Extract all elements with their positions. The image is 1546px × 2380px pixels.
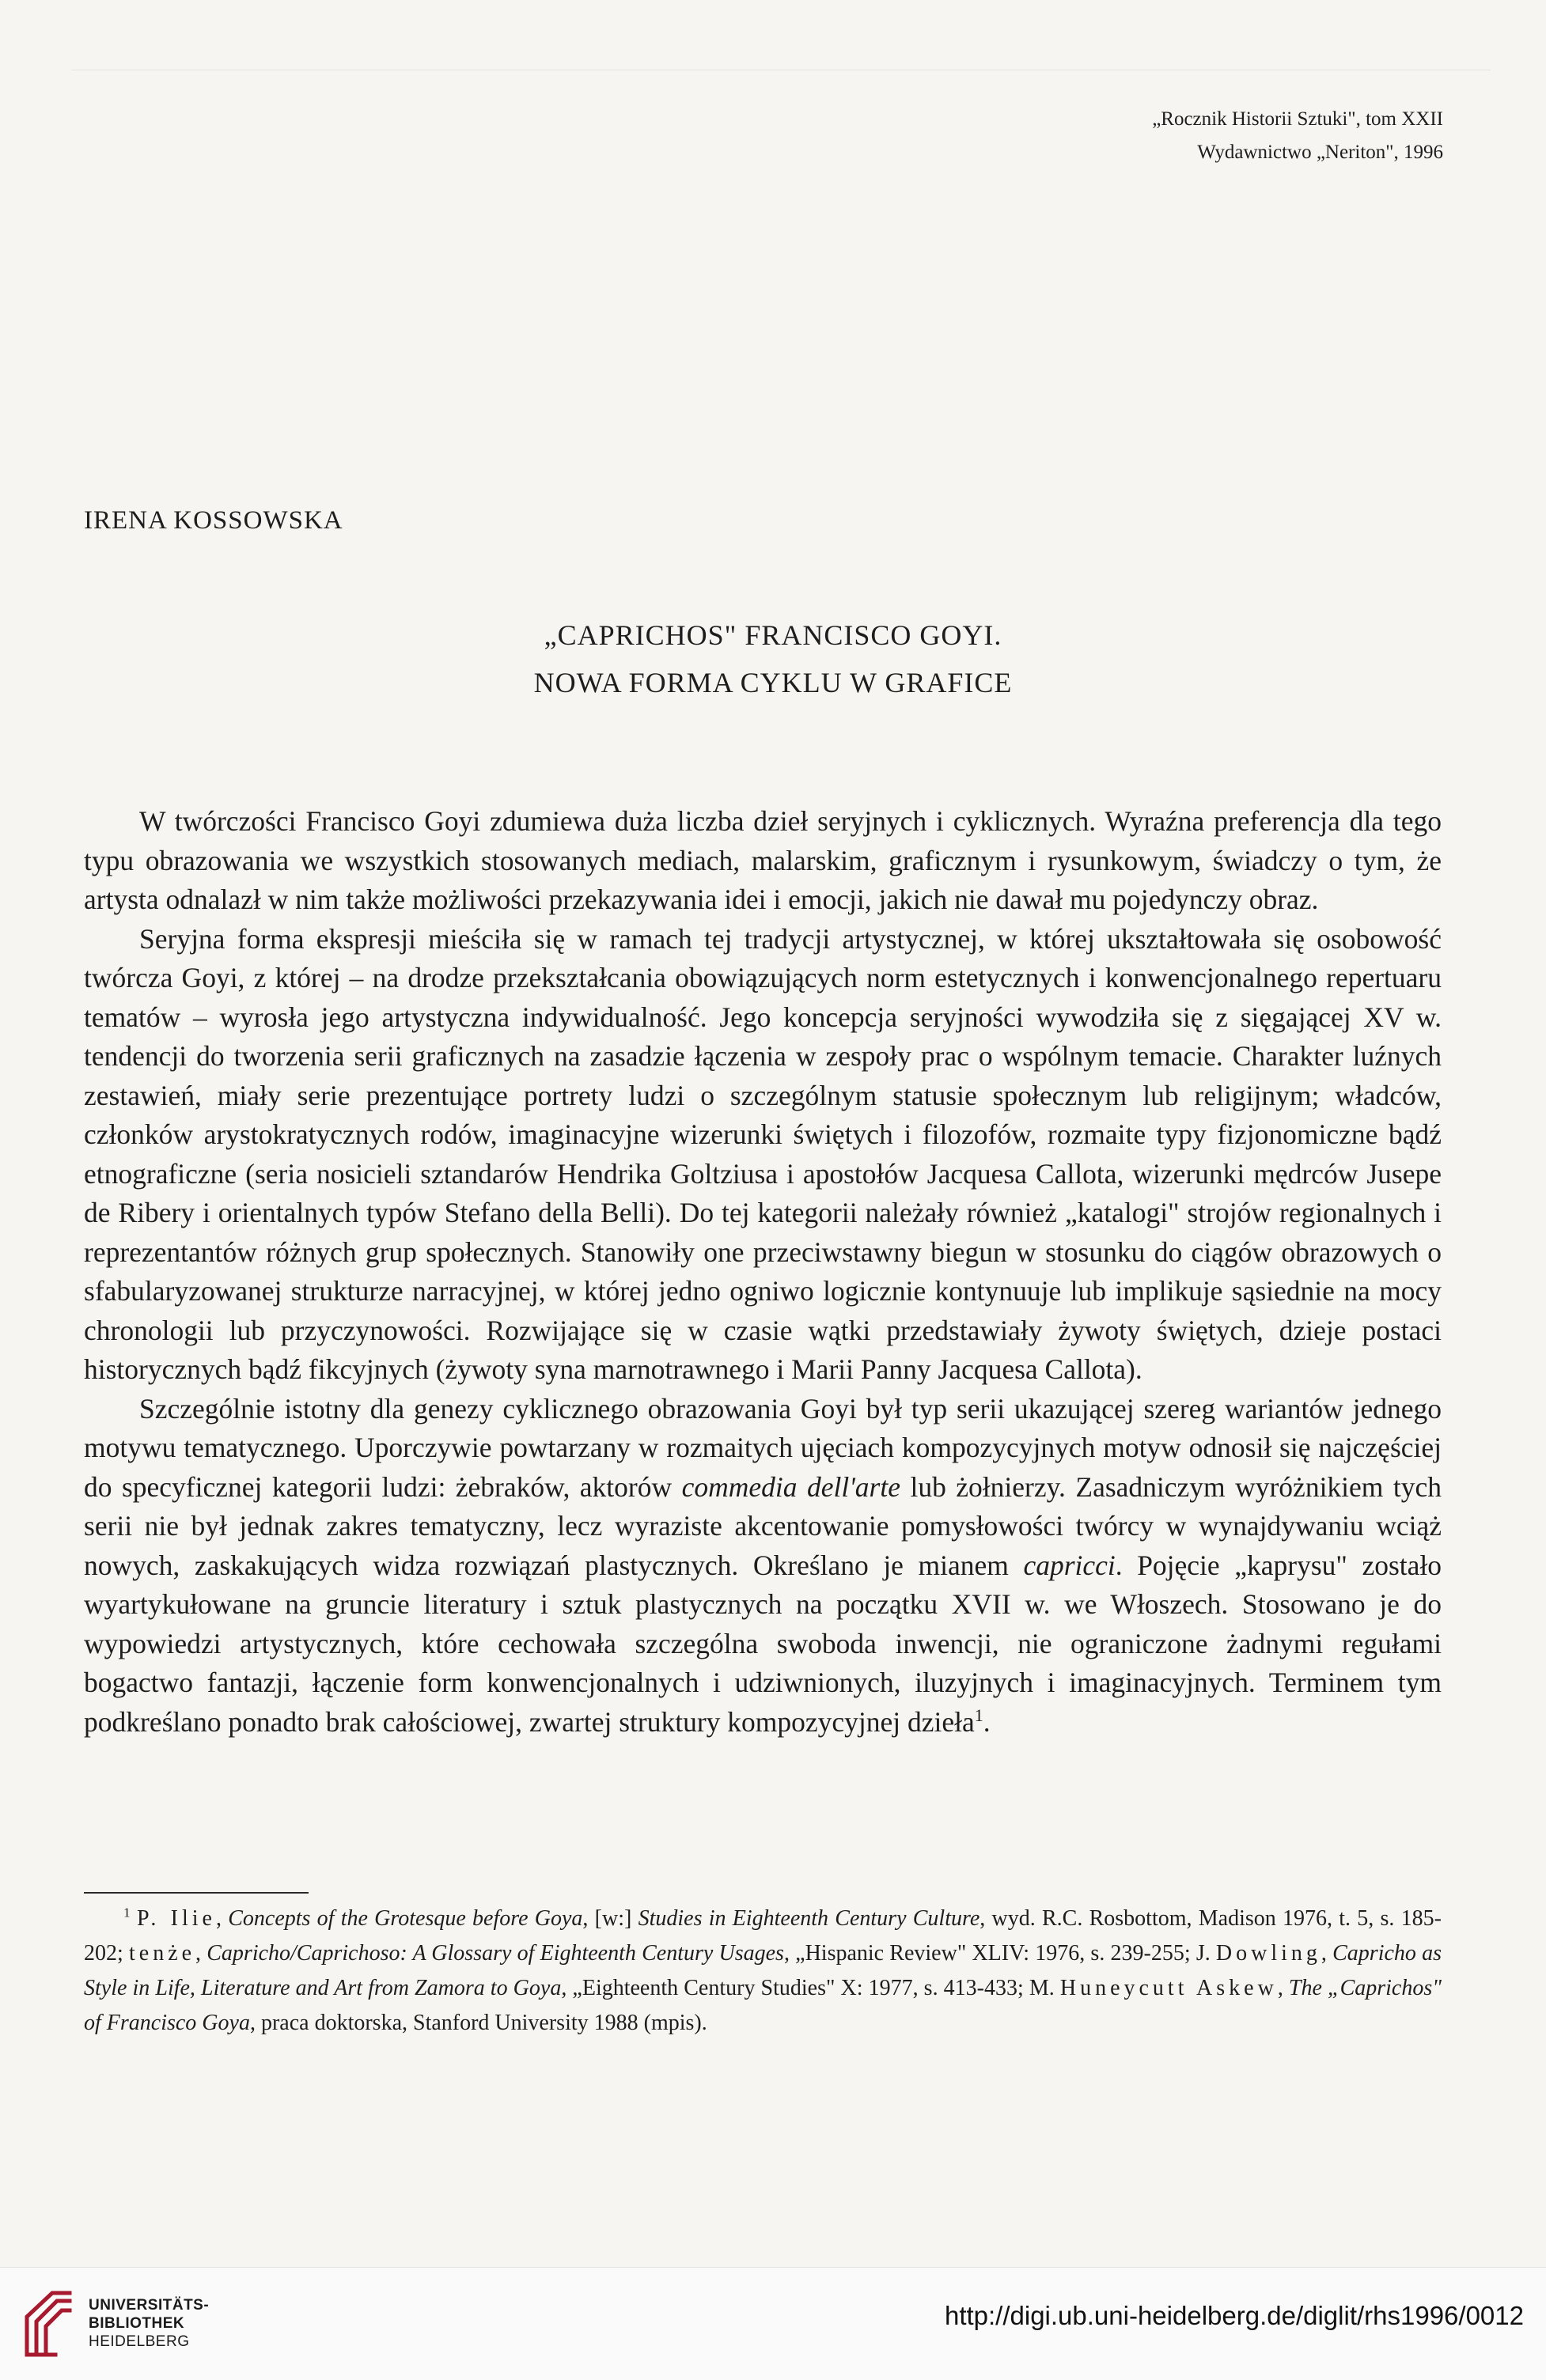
cited-author: tenże	[128, 1941, 196, 1966]
cited-title: Concepts of the Grotesque before Goya	[228, 1906, 583, 1931]
footnote-text: , wyd. R.C. Rosbottom, Madison 1976, t. 5, s. 185-202;	[84, 1906, 1442, 1966]
footnote-ref-1[interactable]: 1	[974, 1705, 983, 1725]
footnote-text: , [w:]	[582, 1906, 638, 1931]
footnote-text: ,	[1277, 1976, 1289, 2000]
paragraph-3-text: Szczególnie istotny dla genezy cyklicznego obrazowania Goyi był typ serii ukazującej szereg wariantów jednego motywu tematycznego. Uporczywie powtarzany w rozmaitych ujęciach kompozycyjnych motyw odnosił się najczęściej do specyficznej kategorii ludzi: żebraków, aktorów	[84, 1392, 1442, 1503]
library-name-line: BIBLIOTHEK	[89, 2315, 185, 2332]
paragraph-3	[84, 1390, 1442, 1742]
publisher: Wydawnictwo „Neriton", 1996	[1197, 142, 1443, 163]
digitization-footer	[0, 2267, 1546, 2380]
paragraph-3-text: .	[983, 1705, 991, 1738]
footnote-text: , praca doktorska, Stanford University 1988 (mpis).	[249, 2011, 707, 2035]
cited-title: Studies in Eighteenth Century Culture	[638, 1906, 980, 1931]
library-name	[89, 2296, 209, 2351]
italic-term: capricci	[1023, 1549, 1116, 1581]
italic-term: commedia dell'arte	[681, 1470, 900, 1503]
footnote-text: ,	[1321, 1941, 1333, 1966]
cited-title: Capricho/Caprichoso: A Glossary of Eighteenth Century Usages	[207, 1941, 784, 1966]
cited-title: The „Caprichos" of Francisco Goya	[84, 1976, 1442, 2035]
cited-author: Huneycutt Askew	[1059, 1976, 1278, 2000]
paragraph-3-text: lub żołnierzy. Zasadniczym wyróżnikiem tych serii nie był jednak zakres tematyczny, lecz wyraziste akcentowanie pomysłowości twórcy w wynajdywaniu wciąż nowych, zaskakujących widza rozwiązań plastycznych. Określano je mianem	[84, 1470, 1442, 1581]
footnote-divider	[84, 1892, 309, 1894]
footnote-text: ,	[215, 1906, 229, 1931]
journal-header	[1152, 103, 1443, 169]
article-body	[84, 802, 1442, 1742]
paragraph-3-text: . Pojęcie „kaprysu" zostało wyartykułowane na gruncie literatury i sztuk plastycznych na początku XVII w. we Włoszech. Stosowano je do wypowiedzi artystycznych, które cechowała szczególna swoboda inwencji, nie ograniczone żadnymi regułami bogactwo fantazji, łączenie form konwencjonalnych i udziwnionych, iluzyjnych i imaginacyjnych. Terminem tym podkreślano ponadto brak całościowej, zwartej struktury kompozycyjnej dzieła	[84, 1549, 1442, 1738]
cited-title: Capricho as Style in Life, Literature and Art from Zamora to Goya	[84, 1941, 1442, 2000]
article-title-line1: „CAPRICHOS" FRANCISCO GOYI.	[544, 619, 1002, 651]
footnote-1	[84, 1901, 1442, 2041]
permalink-url[interactable]: http://digi.ub.uni-heidelberg.de/diglit/rhs1996/0012	[944, 2301, 1524, 2330]
footnote-text: , „Hispanic Review" XLIV: 1976, s. 239-255; J.	[783, 1941, 1216, 1966]
library-name-line: UNIVERSITÄTS-	[89, 2297, 210, 2314]
footnote-text: , „Eighteenth Century Studies" X: 1977, s. 413-433; M.	[561, 1976, 1060, 2000]
paragraph-1: W twórczości Francisco Goyi zdumiewa duża liczba dzieł seryjnych i cyklicznych. Wyraźna preferencja dla tego typu obrazowania we wszystkich stosowanych mediach, malarskim, graficznym i rysunkowym, świadczy o tym, że artysta odnalazł w nim także możliwości przekazywania idei i emocji, jakich nie dawał mu pojedynczy obraz.	[84, 805, 1442, 915]
journal-title: „Rocznik Historii Sztuki", tom XXII	[1152, 108, 1443, 130]
paragraph-2: Seryjna forma ekspresji mieściła się w ramach tej tradycji artystycznej, w której ukształtowała się osobowość twórcza Goyi, z której – na drodze przekształcania obowiązujących norm estetycznych i konwencjonalnego repertuaru tematów – wyrosła jego artystyczna indywidualność. Jego koncepcja seryjności wywodziła się z sięgającej XV w. tendencji do tworzenia serii graficznych na zasadzie łączenia w zespoły prac o wspólnym temacie. Charakter luźnych zestawień, miały serie prezentujące portrety ludzi o szczególnym statusie społecznym lub religijnym; władców, członków arystokratycznych rodów, imaginacyjne wizerunki świętych i filozofów, rozmaite typy fizjonomiczne bądź etnograficzne (seria nosicieli sztandarów Hendrika Goltziusa i apostołów Jacquesa Callota, wizerunki mędrców Jusepe de Ribery i orientalnych typów Stefano della Belli). Do tej kategorii należały również „katalogi" strojów regionalnych i reprezentantów różnych grup społecznych. Stanowiły one przeciwstawny biegun w stosunku do ciągów obrazowych o sfabularyzowanej strukturze narracyjnej, w której jedno ogniwo logicznie kontynuuje lub implikuje sąsiednie na mocy chronologii lub przyczynowości. Rozwijające się w czasie wątki przedstawiały żywoty świętych, dzieje postaci historycznych bądź fikcyjnych (żywoty syna marnotrawnego i Marii Panny Jacquesa Callota).	[84, 922, 1442, 1385]
footnote-text: ,	[195, 1941, 207, 1966]
cited-author: P. Ilie	[136, 1906, 216, 1931]
article-title-line2: NOWA FORMA CYKLU W GRAFICE	[533, 667, 1013, 698]
footnote-number: 1	[123, 1905, 131, 1920]
cited-author: Dowling	[1215, 1941, 1321, 1966]
library-name-line: HEIDELBERG	[89, 2333, 190, 2350]
university-library-logo-icon	[21, 2285, 76, 2361]
author-name: IRENA KOSSOWSKA	[84, 506, 343, 535]
